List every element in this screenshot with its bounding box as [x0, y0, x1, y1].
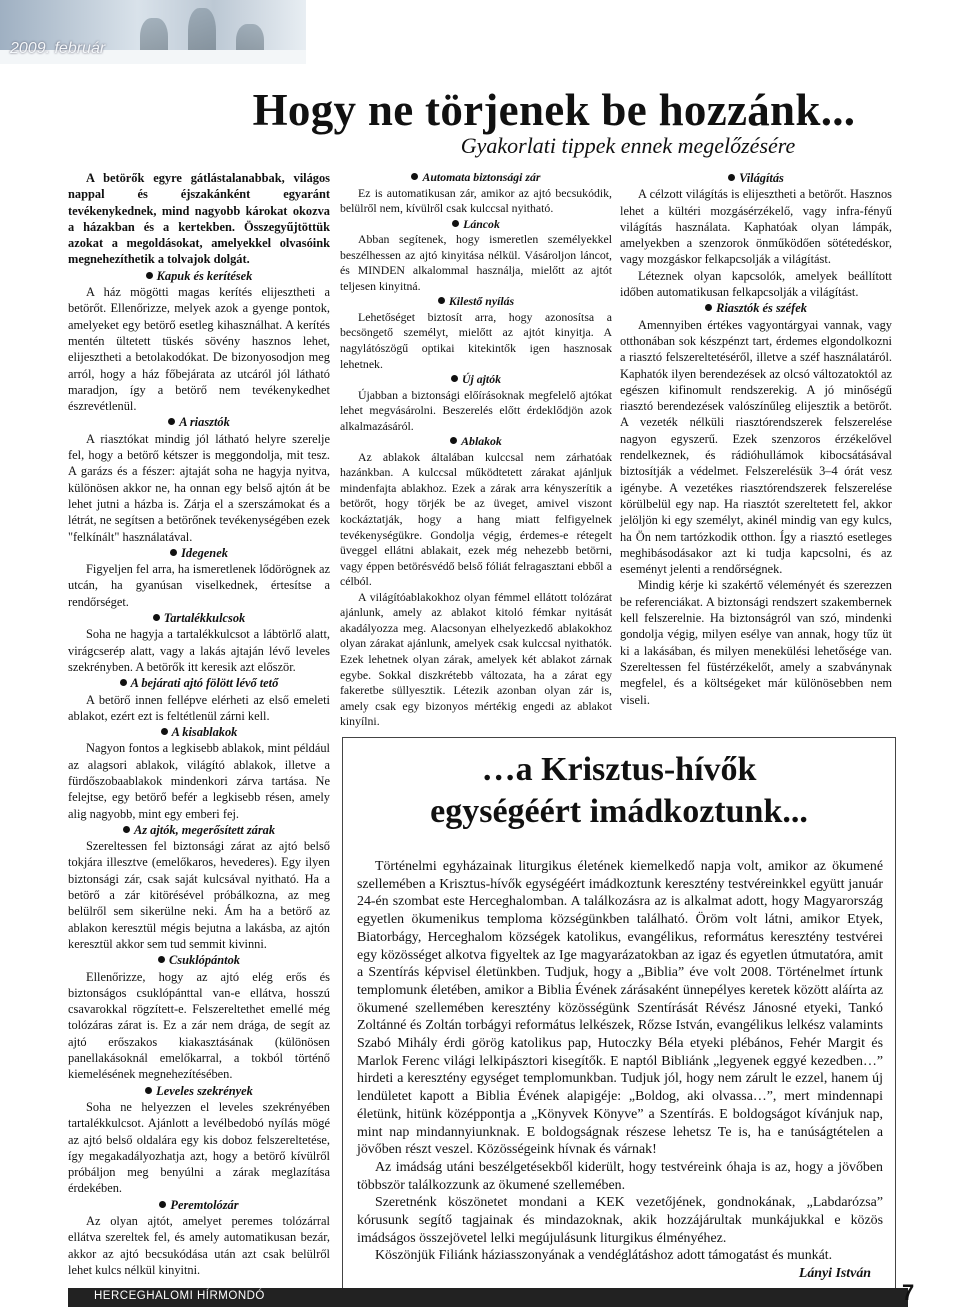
- section-text: Nagyon fontos a legkisebb ablakok, mint például az alagsori ablakok, világító ablakok, illetve a fürdőszobaablakok mindenkori zárva tartása. Ne felejtse, egy betörő befér a legkisebb résen, amely alig nagyobb, mint egy emberi fej.: [68, 741, 330, 821]
- section-title: Peremtolózár: [170, 1197, 239, 1212]
- section-title: Világítás: [739, 171, 784, 185]
- section-text: Figyeljen fel arra, ha ismeretlenek lődörögnek az utcán, ha gyanúsan viselkednek, értesítse a rendőrséget.: [68, 562, 330, 609]
- article-2-paragraph: Szeretnénk köszönetet mondani a KEK vezetőjének, gondnokának, „Labdarózsa” kórusunk segítő tagjainak és mindazoknak, akik hozzájárultak munkájukkal e közös imádságos összejövetel lelki megújulásunk liturgikus élményéhez.: [357, 1195, 883, 1246]
- section-text: Mindig kérje ki szakértő véleményét és szerezzen be referenciákat. A biztonsági rendszert szakembernek kell felszerelnie. Ha biztonságról van szó, mindenki gondolja végig, milyen esélye van annak, hogy tűz üt ki a lakásában, és milyen menekülési lehetősége van. Szereltessen fel füstérzékelőt, amely a szabványnak megfelel, és a költségeket már különösebben nem viseli.: [620, 578, 892, 707]
- bullet-icon: [159, 1201, 166, 1208]
- section-title: Láncok: [463, 216, 500, 231]
- section-text: Soha ne hagyja a tartalékkulcsot a lábtörlő alatt, virágcserép alatt, vagy a lakás ajtaján lévő leveles szekrényben. A betörők itt keresik azt először.: [68, 627, 330, 674]
- article-2-title-line-1: …a Krisztus-hívők: [481, 751, 757, 788]
- footer-bar: [68, 1288, 908, 1307]
- article-2-title: [343, 749, 895, 833]
- section-title: Csuklópántok: [169, 953, 240, 968]
- column-2: [340, 170, 612, 730]
- article-2-box: [342, 737, 896, 1294]
- section-title: Idegenek: [181, 545, 228, 560]
- section-text: Léteznek olyan kapcsolók, amelyek beállított időben automatikusan felkapcsolják a világítást.: [620, 268, 892, 300]
- bullet-icon: [438, 297, 445, 304]
- article-2-paragraph: Köszönjük Filiánk háziasszonyának a vendéglátáshoz adott támogatást és munkát.: [375, 1248, 833, 1264]
- column-3: [620, 170, 892, 708]
- bullet-icon: [170, 549, 177, 556]
- column-1: [68, 170, 330, 1278]
- section-title: Riasztók és széfek: [716, 301, 807, 316]
- section-title: A kisablakok: [171, 725, 238, 740]
- section-text: Az ablakok általában kulccsal nem zárhatóak hazánkban. A kulccsal működtetett zárakat ajánljuk mindenfajta ablakhoz. Ezek a zárak arra kényszerítik a betörőt, hogy törjék be az üveget, amivel viszont kockáztatják, hogy a hang miatt felfigyelnek tevékenységükre. Gondolja végig, érdemes-e rétegelt üveggel ellátni ablakait, ezek még nehezebb betörni, vagy éppen betörésvédő belső fóliát felragasztani ebből a célból.: [340, 449, 612, 589]
- bullet-icon: [168, 418, 175, 425]
- article-subheadline: Gyakorlati tippek ennek megelőzésére: [460, 133, 796, 158]
- date-banner: [0, 0, 306, 64]
- bullet-icon: [146, 272, 153, 279]
- section-title: A riasztók: [179, 415, 230, 430]
- section-title: Új ajtók: [462, 372, 501, 387]
- section-text: Ellenőrizze, hogy az ajtó elég erős és biztonságos csuklópánttal van-e ellátva, hosszú csavarokkal rögzített-e. Felszereltethet emellé még tolózáras zárat is. Ez a zár nem drága, de segít az ajtó erőszakos kiakasztásának (különösen panellakásoknál emelőkarral, a tokból történő kiemelésének megnehezítésében.: [68, 969, 330, 1082]
- page-number: 7: [902, 1280, 915, 1305]
- bullet-icon: [123, 826, 130, 833]
- bullet-icon: [145, 1087, 152, 1094]
- section-text: Ez is automatikusan zár, amikor az ajtó becsukódik, belülről nem, kívülről csak kulccsal nyitható.: [340, 185, 612, 216]
- section-text: Soha ne helyezzen el leveles szekrényében tartalékkulcsot. Ajánlott a levélbedobó nyílás mögé az ajtó belső oldalára egy kis doboz felszereltetése, így megakadályozhatja azt, hogy a betörő kívülről próbáljon meg benyúlni a zárak meglazítása érdekében.: [68, 1099, 330, 1196]
- bullet-icon: [120, 679, 127, 686]
- section-title: Automata biztonsági zár: [422, 170, 541, 184]
- section-text: A ház mögötti magas kerítés elijesztheti a betörőt. Ellenőrizze, melyek azok a gyenge pontok, amelyeket egy betörő esetleg kihasználhat. A kerítés mentén ültetett tüskés sövény hasznos lehet, elijesztheti a betolakodókat. De bizonyosodjon meg arról, hogy a ház főbejárata az utcáról jól látható maradjon, így a betörő nem tevékenykedhet észrevétlenül.: [68, 285, 330, 414]
- section-text: Lehetőséget biztosít arra, hogy azonosítsa a becsöngető személyt, mielőtt az ajtót kinyitja. A nagylátószögű optikai kitekintők igen hasznosak lehetnek.: [340, 309, 612, 371]
- bullet-icon: [158, 956, 165, 963]
- section-title: Az ajtók, megerősített zárak: [133, 822, 276, 837]
- section-text: A betörő innen fellépve elérheti az első emeleti ablakot, ezért ezt is feltétlenül zárni kell.: [68, 692, 330, 723]
- lead-paragraph: A betörők egyre gátlástalanabbak, világos nappal és éjszakánként egyaránt tevékenykednek, mind nagyobb károkat okozva a házakban és a kertekben. Összegyűjtöttük azokat a megoldásokat, amelyekkel olvasóink megnehezíthetik a tolvajok dolgát.: [68, 171, 330, 267]
- publication-name: HERCEGHALOMI HÍRMONDÓ: [94, 1290, 265, 1302]
- section-title: Ablakok: [461, 434, 502, 449]
- section-text: Az olyan ajtót, amelyet peremes tolózárral ellátva szereltek fel, és amely automatikusan bezár, akkor az ajtó becsukódása után azt csak belülről lehet kulcs nélkül kinyitni.: [68, 1214, 330, 1277]
- section-text: Abban segítenek, hogy ismeretlen személyekkel beszélhessen az ajtó kinyitása nélkül. Vásároljon láncot, és MINDEN alkalommal használja, mielőtt az ajtót teljesen kinyitná.: [340, 232, 612, 293]
- section-title: Kapuk és kerítések: [156, 268, 253, 283]
- bullet-icon: [411, 173, 418, 180]
- article-2-body: [357, 858, 883, 1283]
- article-2-title-line-2: egységéért imádkoztunk...: [430, 793, 808, 830]
- bullet-icon: [452, 220, 459, 227]
- bullet-icon: [451, 375, 458, 382]
- section-text: Szereltessen fel biztonsági zárat az ajtó belső tokjára illesztve (emelőkaros, hevederes). Egy ilyen biztonsági zár, csak saját kulcsával nyitható. Ha a betörő a zár kitörésével próbálkozna, az meg belülről sem sikerülne neki. Ám ha a betörő az ablakon keresztül mégis bejutna a lakásba, az ajtón keresztül akkor sem tud semmit kivinni.: [68, 839, 330, 951]
- article-2-signature: Lányi István: [798, 1266, 871, 1282]
- bullet-icon: [161, 728, 168, 735]
- section-title: Tartalékkulcsok: [163, 611, 246, 626]
- section-text: Amennyiben értékes vagyontárgyai vannak, vagy otthonában sok készpénzt tart, érdemes elgondolkozni a riasztó felszereltetéséről, illetve a széf használatáról. Kaphatók ilyen berendezések az olcsó változatoktól az egészen kifinomult rendszerekig. A jó minőségű riasztó berendezések valószínűleg elijesztik a betörőt. A vezeték nélküli riasztórendszerek felszerelése nagyon egyszerű. Ezek szenzoros érzékelővel rendelkeznek, és rádióhullámok kibocsátásával biztosítják a védelmet. Felszerelésük 3–4 órát vesz igénybe. A vezetékes riasztórendszerek felszerelése körülbelül egy nap. Ha riasztót szereltetett fel, akkor jelöljön ki egy személyt, akinél mindig van egy kulcs, ha Ön nem tartózkodik otthon. Így a riasztó esetleges meghibásodásakor azt ki tudja kapcsolni, és az eseményt jelenti a rendőrségnek.: [620, 317, 892, 577]
- section-text: A világítóablakokhoz olyan fémmel ellátott tolózárat ajánlunk, amely az ablakot kitoló fémkar nyitását akadályozza meg. Alacsonyan elhelyezkedő ablakokhoz olyan zárakat ajánlunk, amelyek csak kulccsal nyithatók. Ezek lehetnek olyan zárak, amelyek két ablakot zárnak egybe. Sokkal diszkrétebb változata, ha a zárat egy fakeretbe süllyesztik. Létezik azonban olyan zár is, amely csak egy bizonyos mértékig engedi az ablakot kinyílni.: [340, 589, 612, 729]
- article-2-paragraph: Történelmi egyházainak liturgikus életének kiemelkedő napja volt, amikor az ökumené szellemében a Krisztus-hívők egységéért imádkoztunk keresztény testvéreinkkel együtt január 24-én szombat este Herceghalomban. A találkozásra az is alkalmat adott, hogy Magyarország egyetlen ökumenikus temploma községünkben található. Öröm volt látni, amikor Etyek, Biatorbágy, Herceghalom községek katolikus, evangélikus, református keresztény testvérei egy közösséget alkotva figyeltek az Ige magyarázatokban az igaz és egyetlen útmutatóra, amit a Szentírás képvisel életünkben. Tudjuk, hogy a „Biblia” éve volt 2008. Történelmet írtunk templomunk életében, amikor a Biblia Évének zárásaként ünnepélyes keretek között aláírta az ökumené szellemében keresztény közösségünk Szentírását Révész Jánosné etyeki, Tankó Zoltánné és Zoltán torbágyi református lelkészek, Rőzse István, evangélikus lelkész valamints Szabó Mihály érdi görög katolikus pap, Hutoczky Béla etyeki plébános, Fehér Margit és Marlok Ferenc világi lelkipásztori kisegítők. E naptól Bibliánk „legyenek eggyé kezedben…” hirdeti a keresztény egységet templomunkban. Tudjuk jól, hogy nem zárult le ezzel, hanem új lendületet kapott a Biblia Évének alapigéje: „Boldog, aki olvassa…”, mert mindennapi életünk, hitünk középpontja a „Könyvek Könyve” a Szentírás. E boldogságot kívánjuk nap, mint nap mindannyiunknak. E boldogságnak részese lehetsz Te is, ha e tanúságtételen a jövőben részt veszel. Közösségeink hívnak és várnak!: [357, 859, 883, 1158]
- article-2-paragraph: Az imádság utáni beszélgetésekből kiderült, hogy testvéreink óhaja is az, hogy a jövőben többször találkozzunk az ökumené szellemében.: [357, 1159, 883, 1193]
- bullet-icon: [705, 304, 712, 311]
- issue-date: 2009. február: [10, 40, 106, 57]
- section-title: A bejárati ajtó fölött lévő tető: [130, 676, 279, 691]
- section-text: Újabban a biztonsági előírásoknak megfelelő ajtókat lehet megvásárolni. Beszerelés előtt érdeklődjön azok alkalmazásáról.: [340, 387, 612, 433]
- bullet-icon: [450, 437, 457, 444]
- section-text: A célzott világítás is elijesztheti a betörőt. Hasznos lehet a kültéri mozgásérzékelő, vagy infra-fényű világítás használata. Kaphatóak olyan lámpák, amelyekben a szenzorok önműködően sötétedéskor, vagy mozgáskor felkapcsolják a világítást.: [620, 187, 892, 267]
- bullet-icon: [153, 614, 160, 621]
- section-title: Kilestő nyílás: [448, 294, 515, 309]
- section-title: Leveles szekrények: [156, 1083, 253, 1098]
- bullet-icon: [728, 174, 735, 181]
- article-headline: Hogy ne törjenek be hozzánk...: [252, 85, 856, 135]
- section-text: A riasztókat mindig jól látható helyre szerelje fel, hogy a betörő kétszer is meggondolja, mit tesz. A garázs és a fészer: ajtaját soha ne hagyja nyitva, különösen akkor ne, ha onnan egy belső ajtón át be lehet jutni a házba is. Zárja el a szerszámokat és a létrát, ne segítsen a betörőnek tevékenységében ezek "felkínált" használatával.: [68, 431, 330, 544]
